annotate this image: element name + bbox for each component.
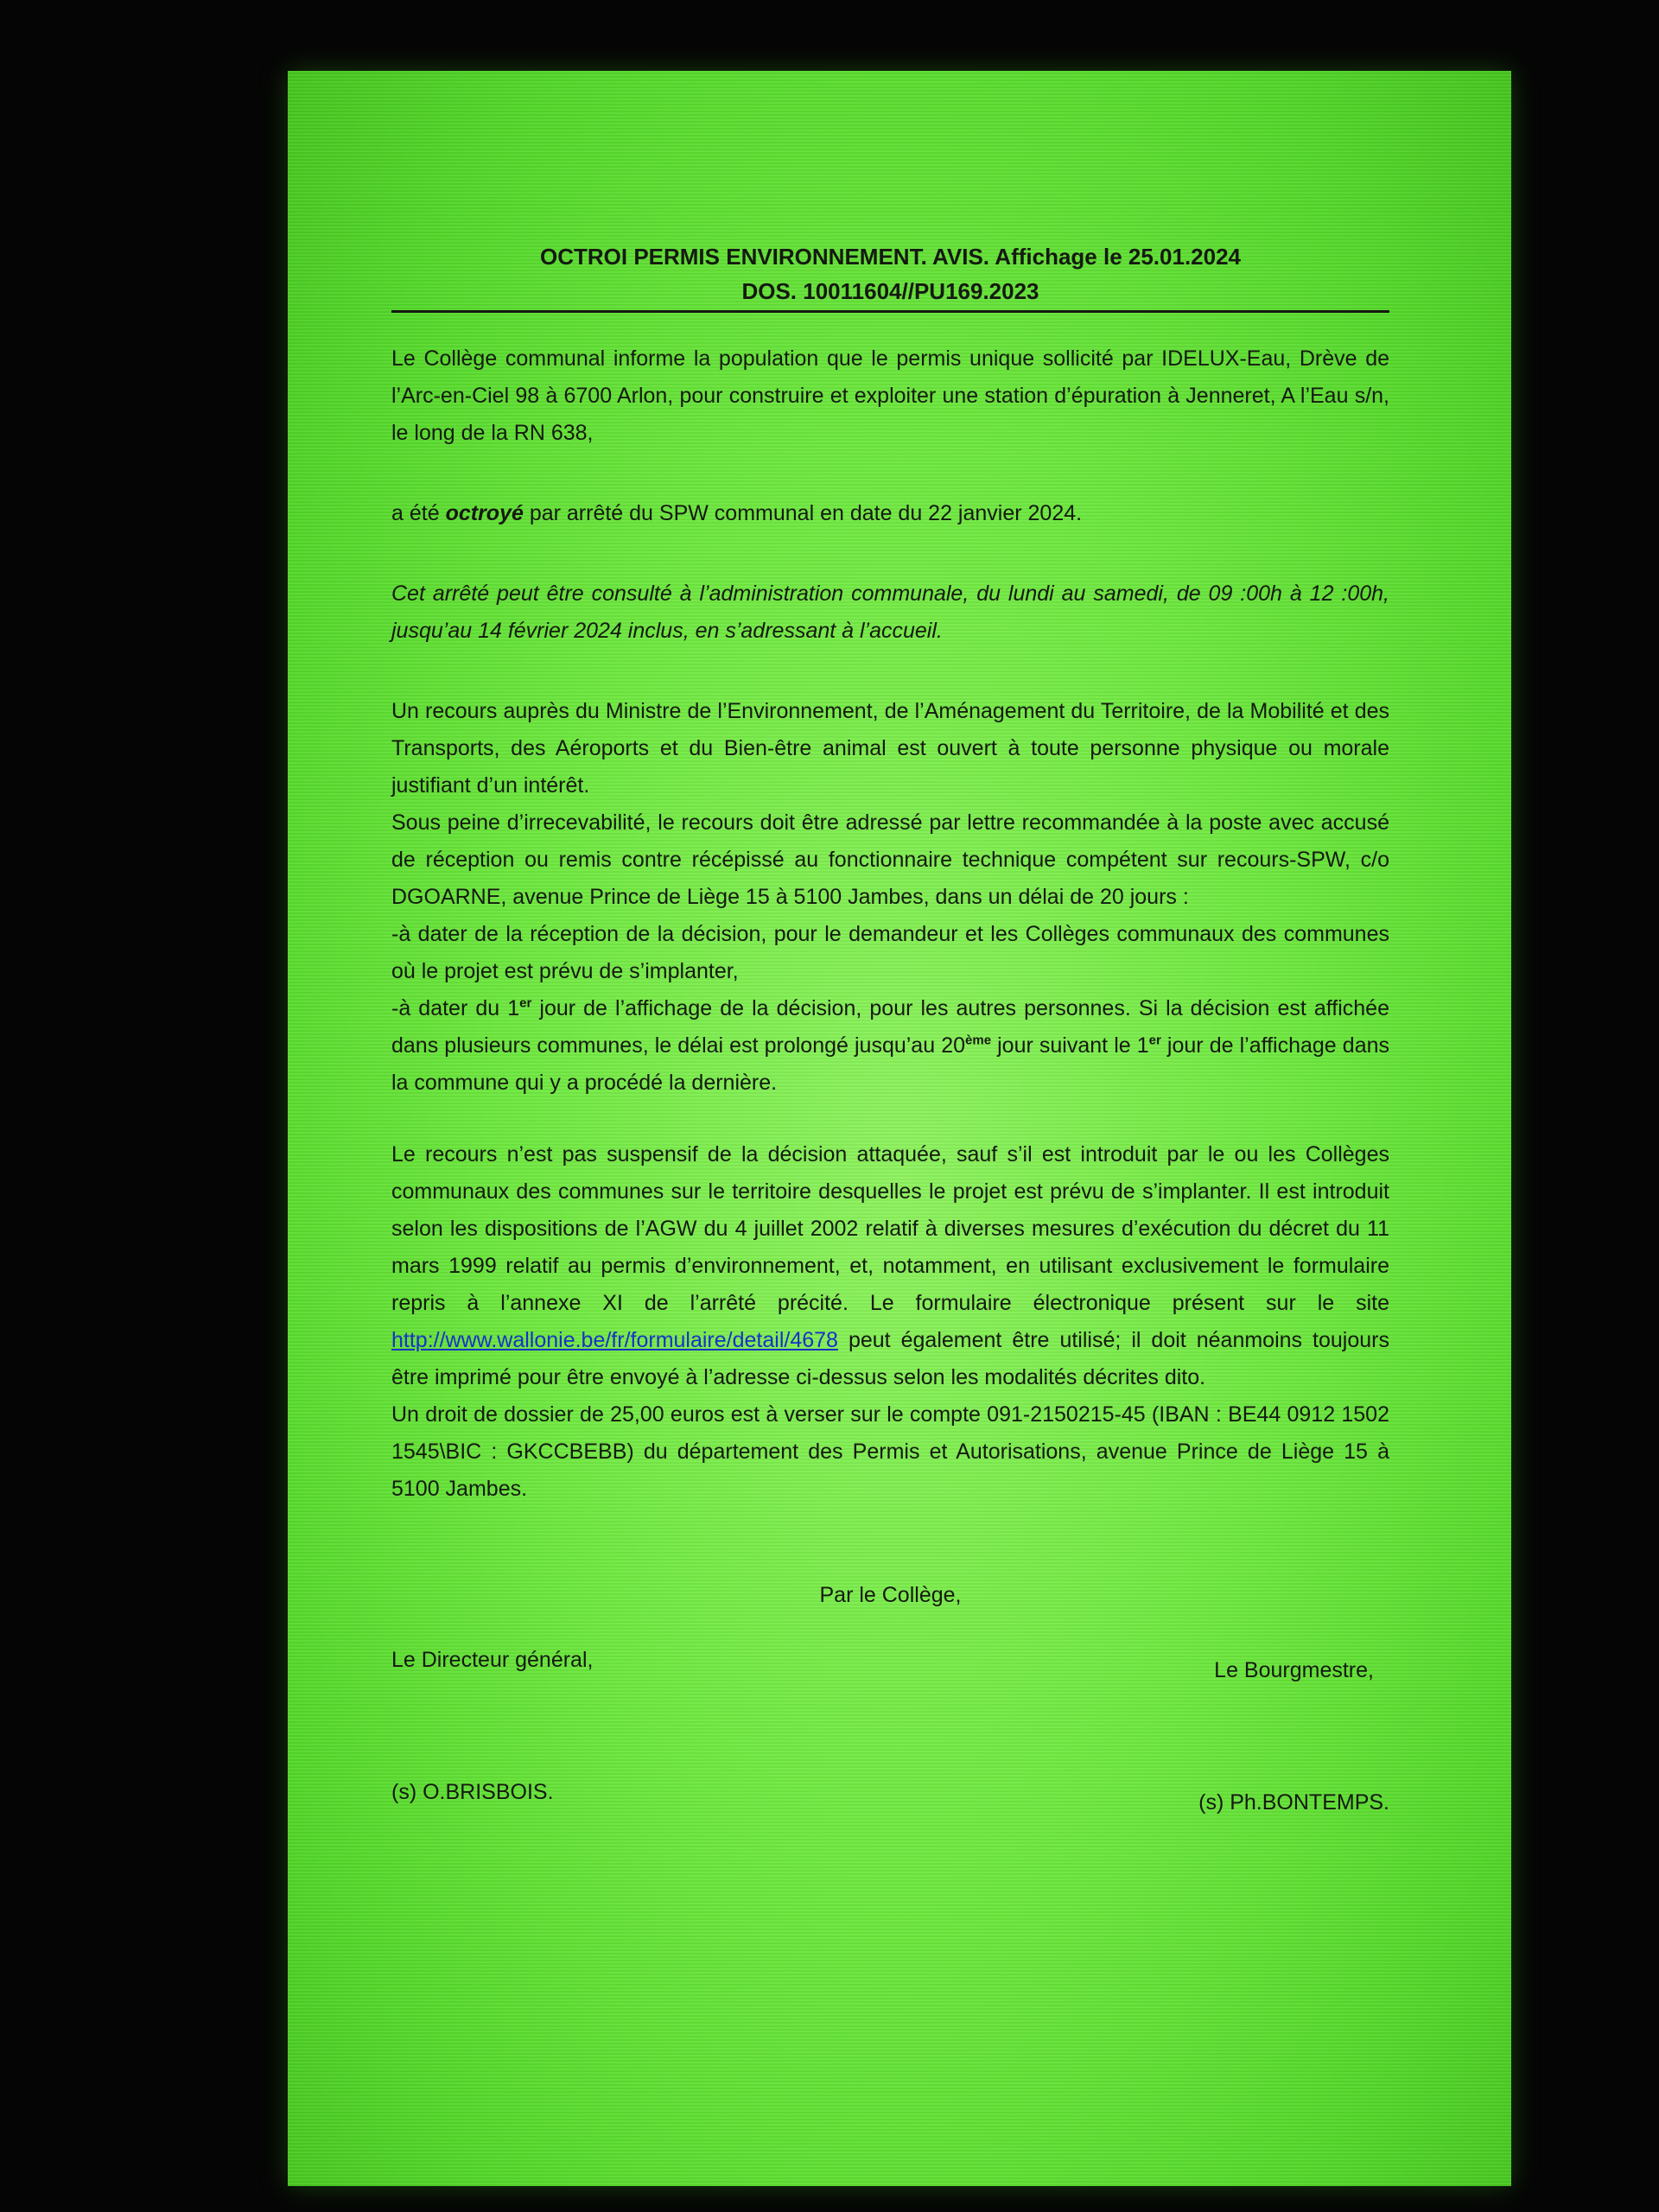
dossier-number: DOS. 10011604//PU169.2023: [741, 278, 1039, 304]
suspensive-text-start: Le recours n’est pas suspensif de la décision attaquée, sauf s’il est introduit par le ou les Collèges communaux des communes sur le territoire desquelles le projet est prévu de s’implanter. Il est introduit selon les dispositions de l’AGW du 4 juillet 2002 relatif à diverses mesures d’exécution du décret du 11 mars 1999 relatif au permis d’environnement, et, notamment, en utilisant exclusivement le formulaire repris à l’annexe XI de l’arrêté précité. Le formulaire électronique présent sur le site: [391, 1142, 1389, 1315]
deadline-text-b: jour de l’affichage de la décision, pour les autres personnes. Si la décision est affichée dans plusieurs communes, le délai est prolongé jusqu’au 20: [391, 996, 1389, 1058]
notice-header: [391, 239, 1389, 313]
by-college: Par le Collège,: [819, 1583, 962, 1607]
deadline-text-a: -à dater du 1: [391, 996, 520, 1020]
paragraph-suspensive: [391, 1136, 1389, 1396]
paragraph-consultation: Cet arrêté peut être consulté à l’administration communale, du lundi au samedi, de 09 :00h à 12 :00h, jusqu’au 14 février 2024 inclus, en s’adressant à l’accueil.: [391, 582, 1389, 643]
superscript-er-1: er: [519, 995, 532, 1011]
deadline-text-d: jour de l’affichage dans la commune qui y a procédé la dernière.: [391, 1033, 1390, 1095]
signatory-titles: [391, 1642, 1389, 1682]
granted-text-end: par arrêté du SPW communal en date du 22 janvier 2024.: [523, 501, 1083, 525]
suspensive-text-end: peut également être utilisé; il doit néanmoins toujours être imprimé pour être envoyé à l’adresse ci-dessus selon les modalités décrites dito.: [391, 1328, 1389, 1389]
director-signature: (s) O.BRISBOIS.: [391, 1780, 554, 1804]
paragraph-applicant: Le Collège communal informe la population que le permis unique sollicité par IDELUX-Eau, Drève de l’Arc-en-Ciel 98 à 6700 Arlon, pour construire et exploiter une station d’épuration à Jenneret, A l’Eau s/n, le long de la RN 638,: [391, 346, 1389, 445]
form-link[interactable]: http://www.wallonie.be/fr/formulaire/detail/4678: [391, 1328, 838, 1352]
mayor-signature: (s) Ph.BONTEMPS.: [1198, 1790, 1389, 1815]
paragraph-deadline-others: [391, 990, 1389, 1102]
paragraph-granted: [391, 495, 1389, 532]
superscript-eme: ème: [965, 1033, 992, 1048]
paragraph-deadline-applicant: -à dater de la réception de la décision, pour le demandeur et les Collèges communaux des communes où le projet est prévu de s’implanter,: [391, 922, 1389, 983]
notice-sheet: [288, 71, 1511, 2186]
superscript-er-2: er: [1148, 1033, 1161, 1048]
granted-text-start: a été: [391, 501, 446, 525]
granted-emphasis: octroyé: [445, 501, 524, 525]
signatures: [391, 1774, 1389, 1815]
paragraph-admissibility: Sous peine d’irrecevabilité, le recours doit être adressé par lettre recommandée à la poste avec accusé de réception ou remis contre récépissé au fonctionnaire technique compétent sur recours-SPW, c/o DGOARNE, avenue Prince de Liège 15 à 5100 Jambes, dans un délai de 20 jours :: [391, 810, 1389, 909]
paragraph-fee: Un droit de dossier de 25,00 euros est à verser sur le compte 091-2150215-45 (IBAN : BE44 0912 1502 1545\BIC : GKCCBEBB) du département des Permis et Autorisations, avenue Prince de Liège 15 à 5100 Jambes.: [391, 1402, 1389, 1501]
director-title: Le Directeur général,: [391, 1648, 594, 1672]
paragraph-appeal: Un recours auprès du Ministre de l’Environnement, de l’Aménagement du Territoire, de la Mobilité et des Transports, des Aéroports et du Bien-être animal est ouvert à toute personne physique ou morale justifiant d’un intérêt.: [391, 699, 1389, 798]
notice-content: [391, 239, 1390, 1815]
deadline-text-c: jour suivant le 1: [991, 1033, 1149, 1058]
mayor-title: Le Bourgmestre,: [1214, 1658, 1374, 1682]
notice-title: OCTROI PERMIS ENVIRONNEMENT. AVIS. Affichage le 25.01.2024: [539, 244, 1242, 270]
